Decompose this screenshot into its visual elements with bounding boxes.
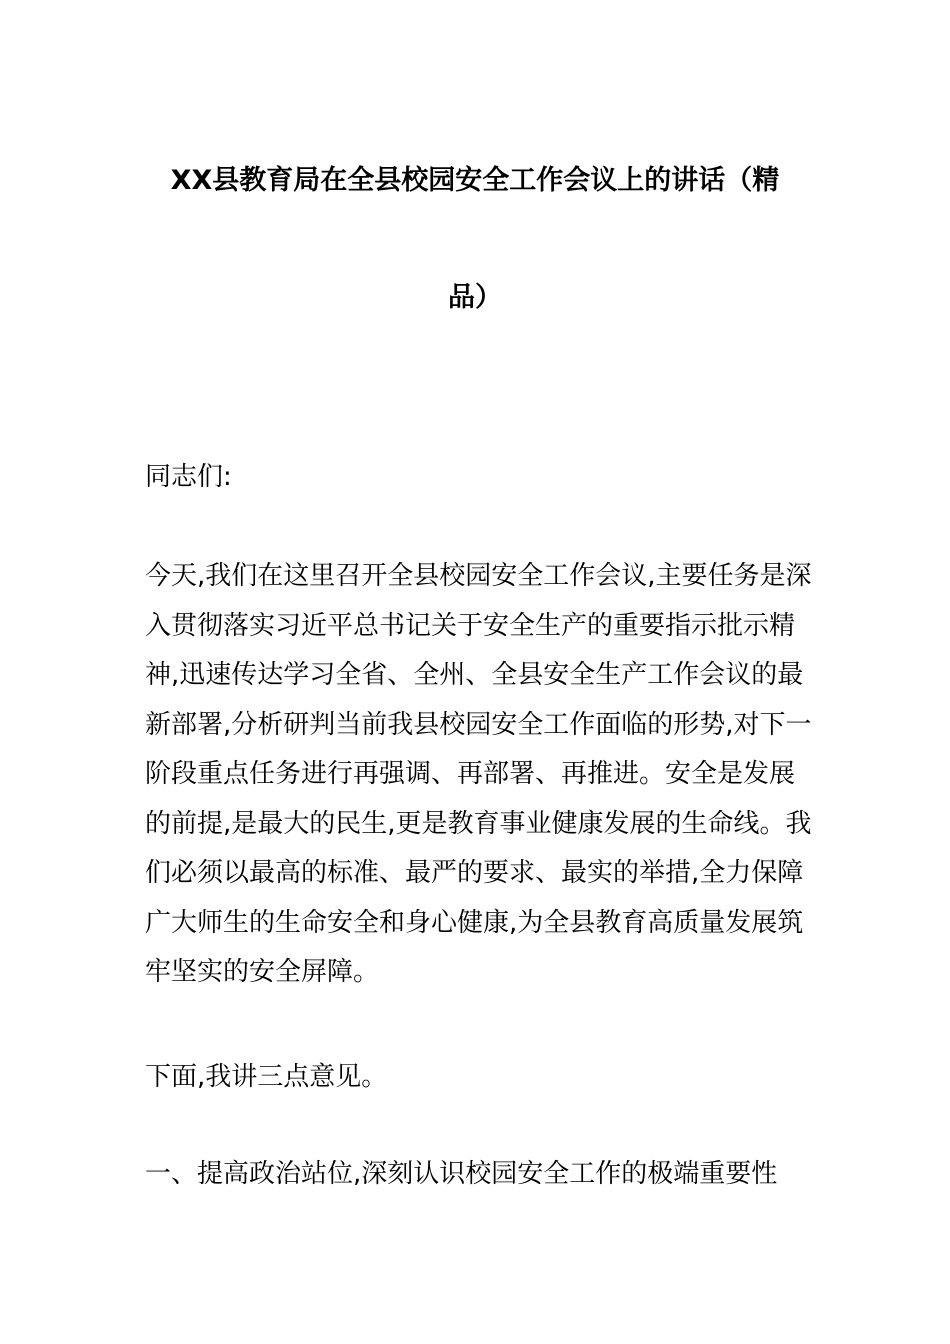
paragraph-line: 牢坚实的安全屏障。 [145,957,380,987]
greeting: 同志们: [145,462,232,492]
paragraph-line: 的前提,是最大的民生,更是教育事业健康发展的生命线。我 [145,808,812,839]
section-heading-1: 一、提高政治站位,深刻认识校园安全工作的极端重要性 [145,1159,778,1189]
opening-paragraph [145,552,815,998]
paragraph-line: 广大师生的生命安全和身心健康,为全县教育高质量发展筑 [145,907,804,938]
paragraph-line: 阶段重点任务进行再强调、再部署、再推进。安全是发展 [145,759,796,789]
document-title-line-2: 品） [448,282,502,313]
paragraph-line: 入贯彻落实习近平总书记关于安全生产的重要指示批示精 [145,610,796,641]
paragraph-line: 新部署,分析研判当前我县校园安全工作面临的形势,对下一 [145,709,812,740]
intro-sentence: 下面,我讲三点意见。 [145,1062,388,1092]
document-title-line-1: XX县教育局在全县校园安全工作会议上的讲话（精 [170,165,780,196]
paragraph-line: 神,迅速传达学习全省、全州、全县安全生产工作会议的最 [145,660,804,690]
paragraph-line: 们必须以最高的标准、最严的要求、最实的举措,全力保障 [145,858,804,888]
paragraph-line: 今天,我们在这里召开全县校园安全工作会议,主要任务是深 [145,561,812,591]
